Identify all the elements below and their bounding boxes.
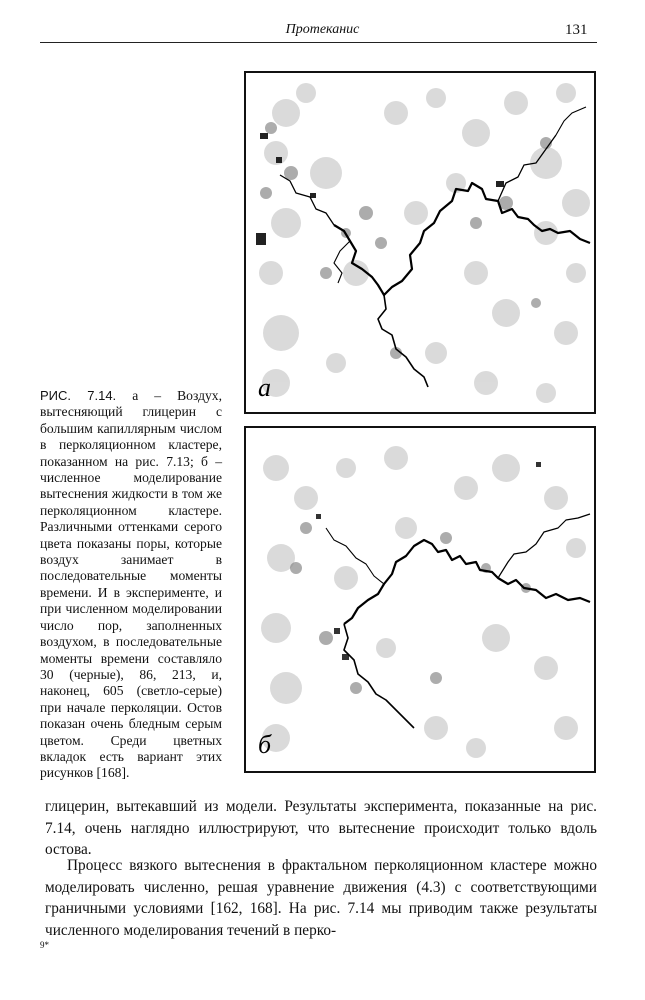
panel-b-label: б xyxy=(258,730,272,759)
body-paragraph: глицерин, вытекавший из модели. Результаты эксперимента, показанные на рис. 7.14, очень наглядно иллюстрируют, что вытеснение происходит только вдоль остова. xyxy=(45,798,597,858)
figure-caption xyxy=(40,388,222,782)
running-title: Протеканис xyxy=(285,22,360,37)
figure-panel-b xyxy=(244,426,596,773)
body-paragraph: Процесс вязкого вытеснения в фрактальном перколяционном кластере можно моделировать численно, решая уравнение движения (4.3) с соответствующими граничными условиями [162, 168]. На рис. 7.14 мы приводим также результаты численного моделирования течений в перко- xyxy=(45,857,597,939)
percolation-image-b xyxy=(246,428,594,771)
caption-text: а – Воздух, вытесняющий глицерин с большим капиллярным числом в перколяционном кластере, показанном на рис. 7.13; б – численное моделирование вытеснения жидкости в том же перколяционном кластере. Различными оттенками серого цвета показаны поры, которые воздух занимает в последовательные моменты времени. И в эксперименте, и при численном моделировании число пор, заполненных воздухом, в последовательные моменты времени составляло 30 (черные), 86, 213, и, наконец, 605 (светло-серые) при начале перколяции. Остов показан очень бледным серым цветом. Среди цветных вкладок есть вариант этих рисунков [168]. xyxy=(40,388,222,781)
percolation-image-a xyxy=(246,73,594,412)
figure-panel-a xyxy=(244,71,596,414)
panel-a-label: a xyxy=(258,373,271,402)
caption-label: РИС. 7.14. xyxy=(40,388,117,403)
header-rule xyxy=(40,42,597,43)
signature-mark: 9* xyxy=(40,940,49,950)
page-number: 131 xyxy=(565,22,588,38)
